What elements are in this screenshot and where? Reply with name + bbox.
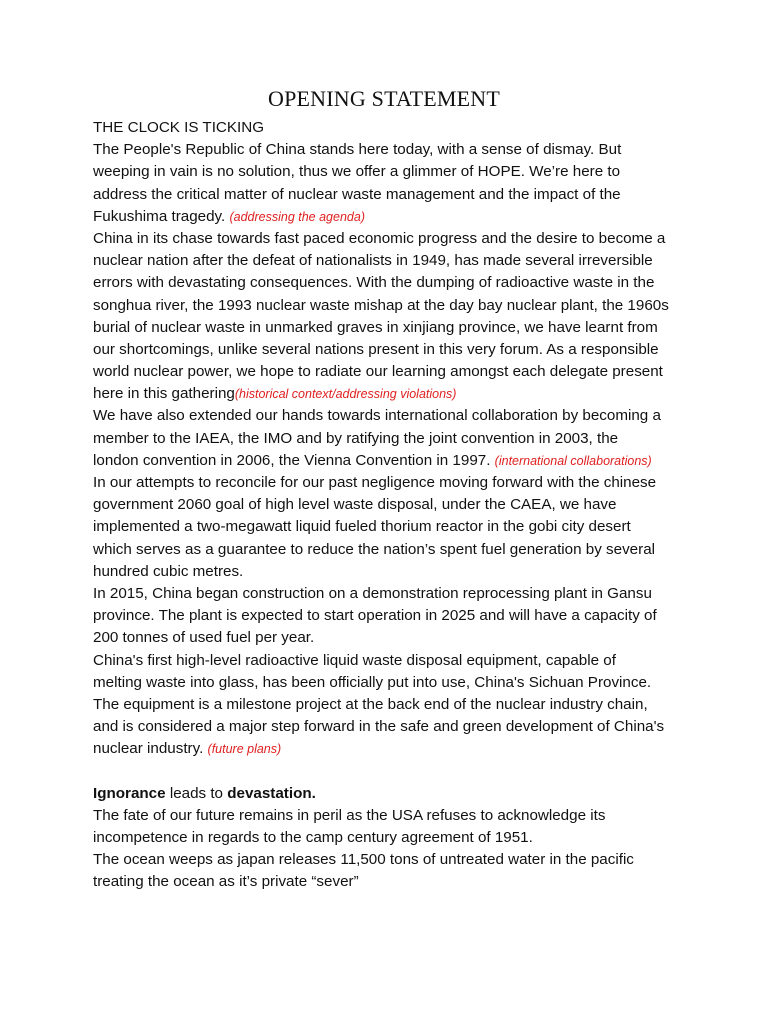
text-line: [93, 228, 693, 250]
line-text: province. The plant is expected to start operation in 2025 and will have a capacity of: [93, 607, 657, 625]
blank-line: [93, 760, 693, 782]
ignorance-line: [93, 783, 693, 805]
text-line: [93, 605, 693, 627]
line-text: burial of nuclear waste in unmarked graves in xinjiang province, we have learnt from: [93, 318, 658, 336]
closing-line: treating the ocean as it’s private “sever”: [93, 873, 359, 891]
annotation-note: (addressing the agenda): [229, 209, 365, 224]
line-text: government 2060 goal of high level waste disposal, under the CAEA, we have: [93, 496, 617, 514]
ignorance-middle: leads to: [165, 784, 228, 802]
text-line: [93, 472, 693, 494]
text-line: [93, 184, 693, 206]
line-text: hundred cubic metres.: [93, 562, 244, 580]
line-text: songhua river, the 1993 nuclear waste mishap at the day bay nuclear plant, the 1960s: [93, 296, 669, 314]
text-line: [93, 494, 693, 516]
text-line: [93, 650, 693, 672]
line-text: In our attempts to reconcile for our past negligence moving forward with the chinese: [93, 474, 657, 491]
closing-line: incompetence in regards to the camp century agreement of 1951.: [93, 829, 533, 846]
text-line: [93, 672, 693, 694]
line-text: and is considered a major step forward in the safe and green development of China's: [93, 718, 665, 736]
line-text: nuclear industry.: [93, 740, 208, 758]
text-line: [93, 339, 693, 361]
subtitle-line: THE CLOCK IS TICKING: [93, 119, 265, 136]
line-text: China in its chase towards fast paced economic progress and the desire to become a: [93, 229, 666, 247]
line-text: Fukushima tragedy.: [93, 207, 230, 225]
line-text: China's first high-level radioactive liquid waste disposal equipment, capable of: [93, 651, 616, 669]
ignorance-word: Ignorance: [93, 784, 166, 802]
closing-line: The ocean weeps as japan releases 11,500 tons of untreated water in the pacific: [93, 851, 634, 869]
line-text: errors with devastating consequences. With the dumping of radioactive waste in the: [93, 274, 655, 292]
text-line: [93, 450, 693, 472]
text-line: [93, 627, 693, 649]
text-line: [93, 561, 693, 583]
text-line: [93, 272, 693, 294]
text-line: [93, 139, 693, 161]
text-line: [93, 583, 693, 605]
main-paragraphs: [93, 139, 693, 760]
line-text: We have also extended our hands towards international collaboration by becoming a: [93, 407, 661, 425]
text-line: [93, 206, 693, 228]
annotation-note: (future plans): [207, 742, 282, 757]
text-line: [93, 738, 693, 760]
text-line: [93, 361, 693, 383]
page-title: OPENING STATEMENT: [267, 86, 500, 111]
line-text: our shortcomings, unlike several nations present in this very forum. As a responsible: [93, 340, 659, 358]
text-line: [93, 317, 693, 339]
text-line: [93, 383, 693, 405]
line-text: member to the IAEA, the IMO and by ratifying the joint convention in 2003, the: [93, 429, 619, 447]
line-text: which serves as a guarantee to reduce the nation’s spent fuel generation by several: [93, 540, 656, 558]
text-line: [93, 716, 693, 738]
text-line: [93, 428, 693, 450]
closing-paragraphs: [93, 805, 693, 894]
text-line: [93, 539, 693, 561]
text-line: [93, 694, 693, 716]
text-line: [93, 250, 693, 272]
annotation-note: (international collaborations): [494, 453, 652, 468]
line-text: london convention in 2006, the Vienna Convention in 1997.: [93, 451, 495, 469]
line-text: world nuclear power, we hope to radiate our learning amongst each delegate present: [93, 363, 663, 381]
line-text: The People's Republic of China stands here today, with a sense of dismay. But: [93, 141, 622, 159]
line-text: nuclear nation after the defeat of nationalists in 1949, has made several irreversible: [93, 252, 653, 270]
line-text: In 2015, China began construction on a demonstration reprocessing plant in Gansu: [93, 584, 652, 602]
annotation-note: (historical context/addressing violations): [234, 387, 457, 402]
text-line: [93, 295, 693, 317]
text-line: [93, 516, 693, 538]
document-body: [93, 117, 693, 894]
text-line: [93, 405, 693, 427]
line-text: The equipment is a milestone project at the back end of the nuclear industry chain,: [93, 695, 648, 713]
line-text: implemented a two-megawatt liquid fueled thorium reactor in the gobi city desert: [93, 518, 631, 536]
line-text: here in this gathering: [93, 385, 235, 403]
text-line: [93, 161, 693, 183]
devastation-word: devastation.: [227, 784, 316, 802]
line-text: weeping in vain is no solution, thus we offer a glimmer of HOPE. We’re here to: [93, 163, 621, 181]
closing-line: The fate of our future remains in peril as the USA refuses to acknowledge its: [93, 806, 606, 824]
line-text: address the critical matter of nuclear waste management and the impact of the: [93, 185, 621, 203]
line-text: 200 tonnes of used fuel per year.: [93, 629, 315, 647]
line-text: melting waste into glass, has been officially put into use, China's Sichuan Province.: [93, 673, 652, 691]
